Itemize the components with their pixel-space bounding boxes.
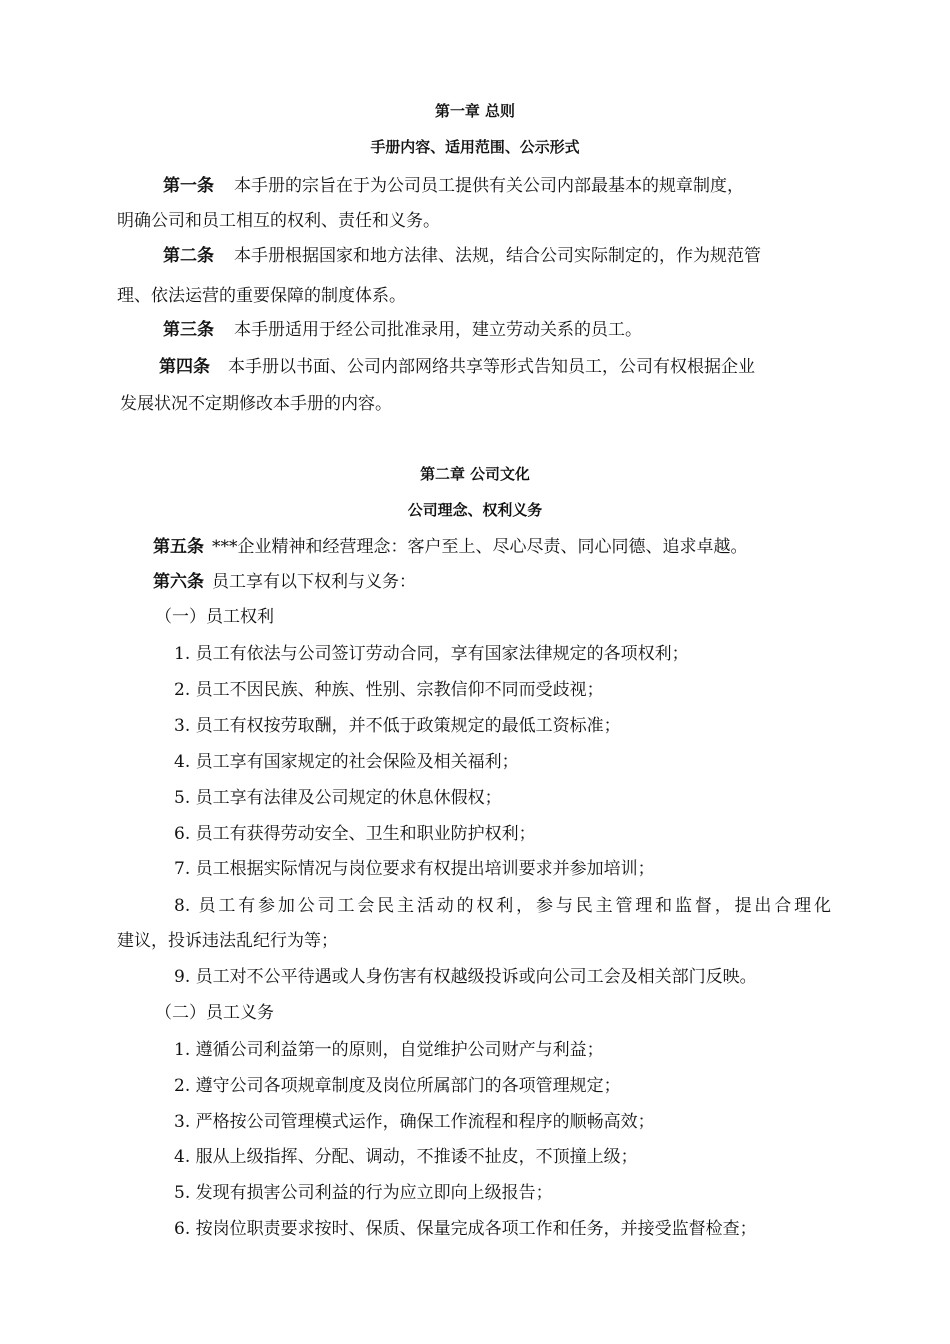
chapter-1-subtitle: 手册内容、适用范围、公示形式: [370, 138, 580, 156]
rights-item: 5. 员工享有法律及公司规定的休息休假权；: [174, 788, 502, 808]
article-6-label: 第六条: [153, 572, 204, 592]
article-6-text: 员工享有以下权利与义务：: [212, 572, 416, 592]
article-1-line-1: [163, 174, 831, 198]
article-5-text: ***企业精神和经营理念：客户至上、尽心尽责、同心同德、追求卓越。: [212, 537, 748, 557]
duties-item: 3. 严格按公司管理模式运作，确保工作流程和程序的顺畅高效；: [174, 1112, 655, 1132]
article-1-text: 本手册的宗旨在于为公司员工提供有关公司内部最基本的规章制度，: [234, 176, 744, 196]
rights-item: 6. 员工有获得劳动安全、卫生和职业防护权利；: [174, 824, 536, 844]
article-1-label: 第一条: [163, 176, 214, 196]
article-2-line-2: 理、依法运营的重要保障的制度体系。: [117, 286, 406, 306]
article-3-line-1: [163, 318, 642, 342]
rights-item: 2. 员工不因民族、种族、性别、宗教信仰不同而受歧视；: [174, 680, 604, 700]
article-4-text: 本手册以书面、公司内部网络共享等形式告知员工，公司有权根据企业: [228, 357, 755, 377]
article-4-line-2: 发展状况不定期修改本手册的内容。: [120, 394, 392, 414]
article-5-label: 第五条: [153, 537, 204, 557]
rights-item: 3. 员工有权按劳取酬，并不低于政策规定的最低工资标准；: [174, 716, 621, 736]
article-3-text: 本手册适用于经公司批准录用，建立劳动关系的员工。: [234, 320, 642, 340]
duties-heading: （二）员工义务: [155, 1003, 274, 1023]
rights-item: 9. 员工对不公平待遇或人身伤害有权越级投诉或向公司工会及相关部门反映。: [174, 967, 757, 987]
article-1-line-2: 明确公司和员工相互的权利、责任和义务。: [117, 211, 440, 231]
article-3-label: 第三条: [163, 320, 214, 340]
article-4-line-1: [159, 355, 831, 379]
article-5: [153, 535, 748, 559]
article-4-label: 第四条: [159, 357, 210, 377]
rights-item: 1. 员工有依法与公司签订劳动合同，享有国家法律规定的各项权利；: [174, 644, 689, 664]
rights-heading: （一）员工权利: [155, 607, 274, 627]
rights-item: 4. 员工享有国家规定的社会保险及相关福利；: [174, 752, 519, 772]
article-2-text: 本手册根据国家和地方法律、法规，结合公司实际制定的，作为规范管: [234, 246, 761, 266]
chapter-2-subtitle: 公司理念、权利义务: [407, 501, 543, 519]
rights-item: 7. 员工根据实际情况与岗位要求有权提出培训要求并参加培训；: [174, 859, 655, 879]
article-6: [153, 570, 416, 594]
chapter-2-title: 第二章 公司文化: [420, 465, 530, 483]
duties-item: 2. 遵守公司各项规章制度及岗位所属部门的各项管理规定；: [174, 1076, 621, 1096]
rights-item-8-continuation: 建议，投诉违法乱纪行为等；: [117, 931, 338, 951]
duties-item: 4. 服从上级指挥、分配、调动，不推诿不扯皮，不顶撞上级；: [174, 1147, 638, 1167]
chapter-1-title: 第一章 总则: [435, 102, 515, 120]
rights-item: 8. 员工有参加公司工会民主活动的权利，参与民主管理和监督，提出合理化: [174, 896, 831, 916]
article-2-line-1: [163, 244, 831, 268]
duties-item: 6. 按岗位职责要求按时、保质、保量完成各项工作和任务，并接受监督检查；: [174, 1219, 757, 1239]
duties-item: 1. 遵循公司利益第一的原则，自觉维护公司财产与利益；: [174, 1040, 604, 1060]
article-2-label: 第二条: [163, 246, 214, 266]
duties-item: 5. 发现有损害公司利益的行为应立即向上级报告；: [174, 1183, 553, 1203]
